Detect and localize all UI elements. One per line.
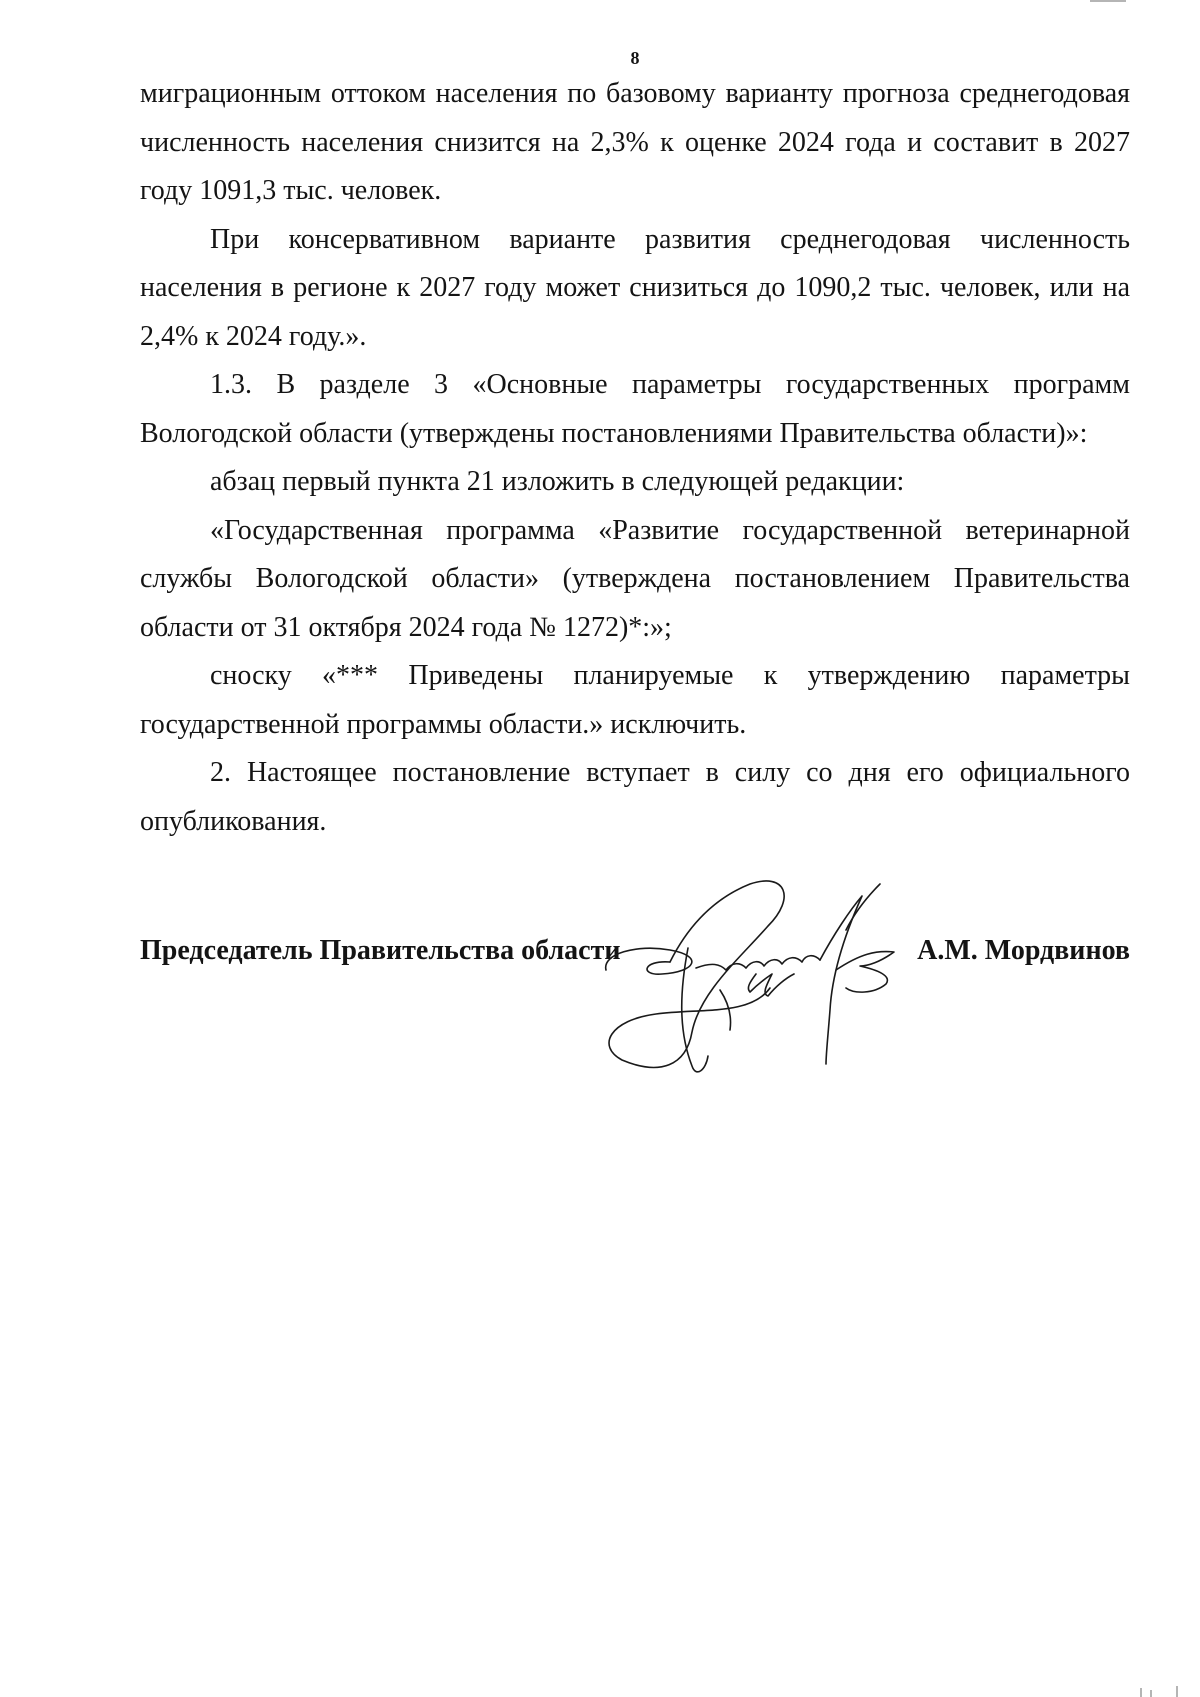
paragraph-item-21: абзац первый пункта 21 изложить в следующей редакции:	[210, 466, 905, 497]
paragraph-footnote-removal: сноску «*** Приведены планируемые к утверждению параметры государственной программы области.» исключить.	[140, 660, 1130, 740]
paragraph-section-3-amendment: 1.3. В разделе 3 «Основные параметры государственных программ Вологодской области (утверждены постановлениями Правительства области)»:	[140, 369, 1130, 449]
paragraph-continuation: миграционным оттоком населения по базовому варианту прогноза среднегодовая численность населения снизится на 2,3% к оценке 2024 года и составит в 2027 году 1091,3 тыс. человек.	[140, 78, 1130, 206]
page-number: 8	[630, 48, 640, 68]
scan-artifact-bottom-2	[1150, 1690, 1152, 1697]
signer-title: Председатель Правительства области	[140, 935, 621, 966]
scan-artifact-top	[1090, 0, 1126, 2]
handwritten-signature	[600, 870, 940, 1080]
signer-name: А.М. Мордвинов	[917, 935, 1130, 966]
document-body	[140, 70, 1130, 846]
paragraph-entry-into-force: 2. Настоящее постановление вступает в силу со дня его официального опубликования.	[140, 757, 1130, 837]
paragraph-program-quote: «Государственная программа «Развитие государственной ветеринарной службы Вологодской области» (утверждена постановлением Правительства области от 31 октября 2024 года № 1272)*:»;	[140, 514, 1130, 643]
paragraph-conservative-variant: При консервативном варианте развития среднегодовая численность населения в регионе к 2027 году может снизиться до 1090,2 тыс. человек, или на 2,4% к 2024 году.».	[140, 223, 1130, 352]
scan-artifact-bottom-1	[1140, 1688, 1142, 1697]
scan-artifact-bottom-3	[1176, 1686, 1178, 1697]
